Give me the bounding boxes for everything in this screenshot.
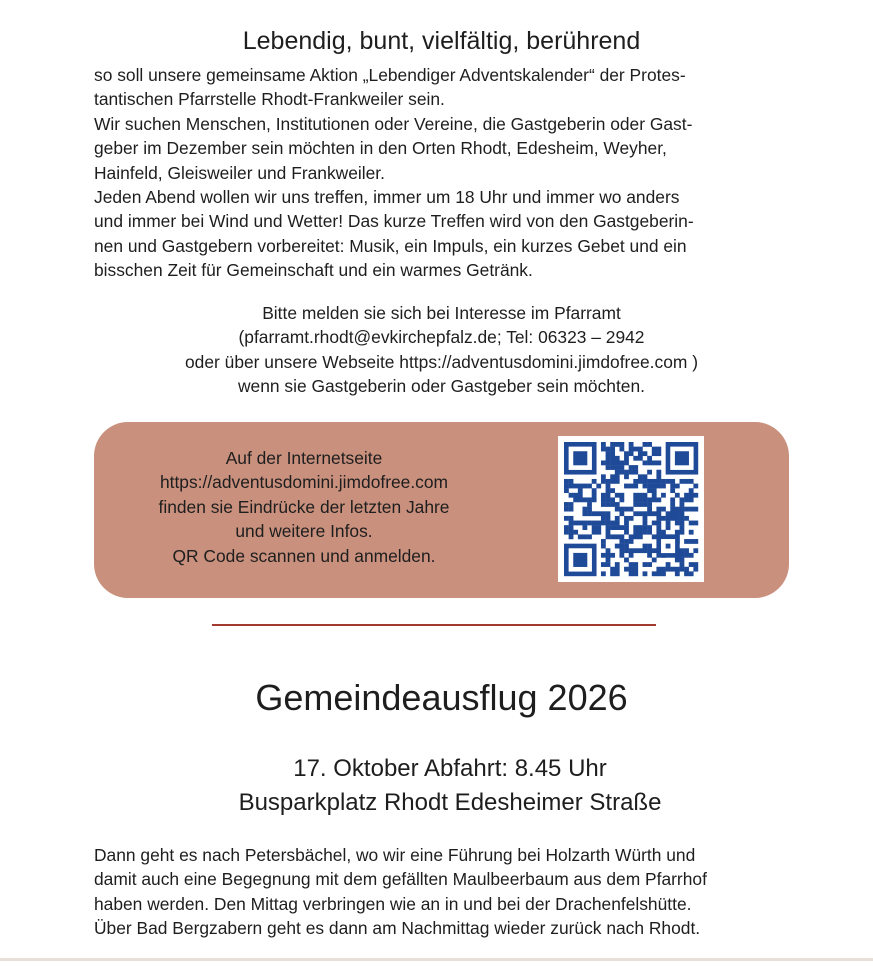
text-line: und weitere Infos. bbox=[235, 521, 373, 542]
website-link[interactable]: https://adventusdomini.jimdofree.com bbox=[159, 472, 449, 493]
trip-meeting-point: Busparkplatz Rhodt Edesheimer Straße bbox=[238, 789, 662, 816]
text-line: nen und Gastgebern vorbereitet: Musik, ein Impuls, ein kurzes Gebet und ein bbox=[94, 235, 687, 256]
text-line: bisschen Zeit für Gemeinschaft und ein warmes Getränk. bbox=[94, 260, 533, 281]
text-line: Dann geht es nach Petersbächel, wo wir eine Führung bei Holzarth Würth und bbox=[94, 845, 696, 865]
qr-code-graphic bbox=[558, 436, 704, 582]
text-line: damit auch eine Begegnung mit dem gefällten Maulbeerbaum aus dem Pfarrhof bbox=[94, 869, 707, 890]
contact-info bbox=[0, 301, 873, 399]
advent-intro bbox=[94, 63, 794, 283]
text-line: Wir suchen Menschen, Institutionen oder Vereine, die Gastgeberin oder Gast- bbox=[94, 113, 693, 134]
text-line: Bitte melden sie sich bei Interesse im Pfarramt bbox=[262, 303, 621, 323]
trip-title: Gemeindeausflug 2026 bbox=[255, 677, 628, 718]
info-box bbox=[94, 422, 789, 598]
text-line: finden sie Eindrücke der letzten Jahre bbox=[158, 496, 450, 517]
text-line: geber im Dezember sein möchten in den Orten Rhodt, Edesheim, Weyher, bbox=[94, 138, 667, 159]
text-line: Hainfeld, Gleisweiler und Frankweiler. bbox=[94, 162, 385, 183]
contact-email-phone[interactable]: (pfarramt.rhodt@evkirchepfalz.de; Tel: 06323 – 2942 bbox=[238, 327, 645, 348]
text-line: Über Bad Bergzabern geht es dann am Nachmittag wieder zurück nach Rhodt. bbox=[94, 918, 701, 939]
text-line: Jeden Abend wollen wir uns treffen, immer um 18 Uhr und immer wo anders bbox=[94, 187, 680, 208]
trip-date-time: 17. Oktober Abfahrt: 8.45 Uhr bbox=[293, 755, 607, 782]
trip-description bbox=[94, 843, 794, 941]
text-line: wenn sie Gastgeberin oder Gastgeber sein möchten. bbox=[238, 376, 645, 397]
advent-title: Lebendig, bunt, vielfältig, berührend bbox=[242, 27, 641, 55]
info-box-text bbox=[94, 446, 514, 568]
text-line: QR Code scannen und anmelden. bbox=[172, 545, 436, 566]
text-line: so soll unsere gemeinsame Aktion „Lebendiger Adventskalender“ der Protes- bbox=[94, 65, 686, 85]
text-line: Auf der Internetseite bbox=[225, 448, 383, 468]
text-line: und immer bei Wind und Wetter! Das kurze Treffen wird von den Gastgeberin- bbox=[94, 211, 694, 232]
section-divider bbox=[212, 624, 656, 626]
trip-subtitle bbox=[0, 752, 873, 820]
qr-code-icon[interactable] bbox=[558, 436, 704, 582]
text-line: haben werden. Den Mittag verbringen wie an in und bei der Drachenfelshütte. bbox=[94, 893, 692, 914]
text-line: tantischen Pfarrstelle Rhodt-Frankweiler sein. bbox=[94, 89, 445, 110]
contact-website[interactable]: oder über unsere Webseite https://adventusdomini.jimdofree.com ) bbox=[185, 351, 698, 372]
page-edge bbox=[0, 958, 873, 961]
